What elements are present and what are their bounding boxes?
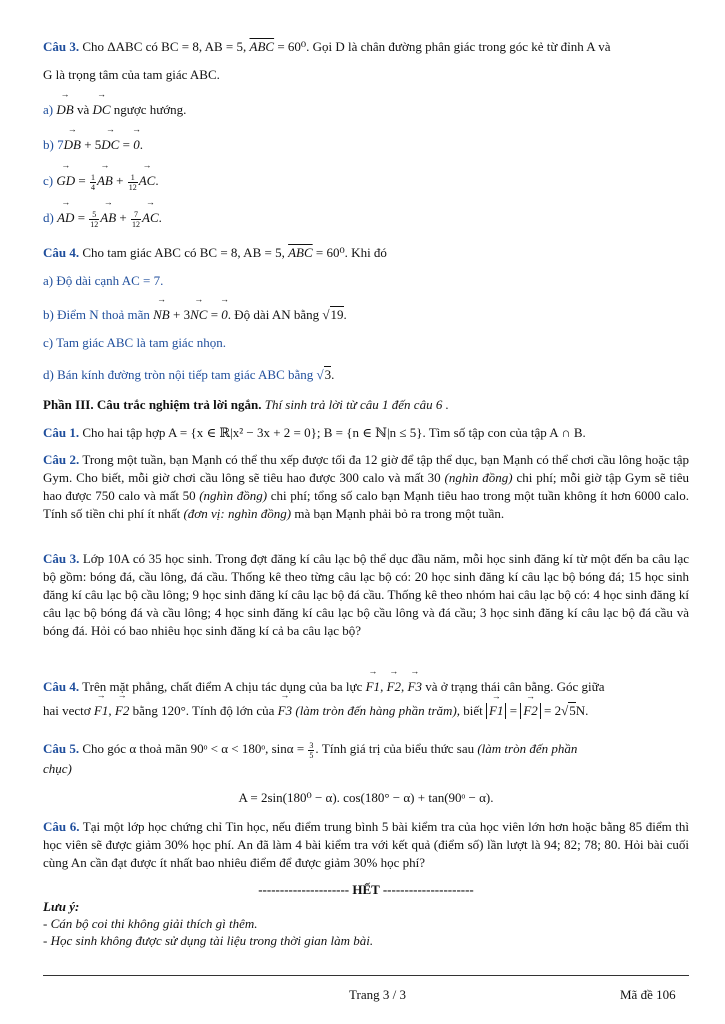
vector-symbol: → F3 <box>408 678 422 696</box>
fraction: $\frac{7}{12}$ <box>132 209 141 229</box>
vector-symbol: → GD <box>56 172 75 190</box>
page-number: Trang 3 / 3 <box>349 987 406 1002</box>
note-item: - Học sinh không được sử dụng tài liệu trong thời gian làm bài. <box>43 933 374 948</box>
question-label: Câu 2. <box>43 452 80 467</box>
magnitude <box>520 703 540 719</box>
question-label: Câu 1. <box>43 425 80 440</box>
vector-symbol: → NC <box>190 306 207 324</box>
fraction: $\frac{3}{5}$ <box>309 740 314 760</box>
q4-stem: Câu 4. Cho tam giác ABC có BC = 8, AB = 5, $\overline{ABC} = 60^0$. Khi đó <box>43 245 387 260</box>
angle-symbol: $\overline{ABC}$ <box>288 245 313 260</box>
question-label: Câu 4. <box>43 245 80 260</box>
p3-q4-line1: Câu 4. Trên mặt phẳng, chất điểm A chịu tác dụng của ba lực → F1, → F2, → F3 và ở trạng thái cân bằng. Góc giữa <box>43 678 604 696</box>
p3-q5-line1: Câu 5. Cho góc α thoả mãn 90ᵒ < α < 180ᵒ, sinα = $\frac{3}{5}$ . Tính giá trị của biểu thức sau (làm tròn đến phần <box>43 740 578 760</box>
vector-symbol: → AB <box>97 172 113 190</box>
notes-title: Lưu ý: <box>43 899 80 914</box>
fraction: $\frac{1}{4}$ <box>90 172 95 192</box>
vector-symbol: → DC <box>101 136 119 154</box>
question-label: Câu 3. <box>43 551 80 566</box>
vector-symbol: → F1 <box>489 703 503 719</box>
q3-option-b: b) 7→ DB + 5→ DC = → 0. <box>43 136 143 154</box>
q3-stem-line1: Câu 3. Cho ΔABC có BC = 8, AB = 5, $\overline{ABC} = 60^0$. Gọi D là chân đường phân giác trong góc kẻ từ đỉnh A và <box>43 39 611 54</box>
question-label: Câu 6. <box>43 819 80 834</box>
footer-divider <box>43 975 689 976</box>
vector-symbol: → AC <box>139 172 156 190</box>
p3-q1: Câu 1. Cho hai tập hợp A = {x ∈ ℝ|x² − 3x + 2 = 0}; B = {n ∈ ℕ|n ≤ 5}. Tìm số tập con của tập A ∩ B. <box>43 425 586 440</box>
vector-symbol: → F1 <box>366 678 380 696</box>
vector-symbol: → F2 <box>523 703 537 719</box>
angle-symbol: $\overline{ABC}$ <box>249 39 275 54</box>
q3-option-a: a) → DB và → DC ngược hướng. <box>43 101 186 119</box>
q3-option-c: c) → GD = $\frac{1}{4}$ → AB + $\frac{1}{12}$ → AC. <box>43 172 159 192</box>
p3-q4-line2: hai vectơ → F1, → F2 bằng 120°. Tính độ lớn của → F3 (làm tròn đến hàng phần trăm), biết → F1 = → F2 = 2√5N. <box>43 702 588 720</box>
fraction: $\frac{5}{12}$ <box>90 209 99 229</box>
end-marker: --------------------- HẾT --------------------- <box>258 882 474 897</box>
part3-header: Phần III. Câu trắc nghiệm trả lời ngắn. Thí sinh trả lời từ câu 1 đến câu 6 . <box>43 397 449 412</box>
question-label: Câu 4. <box>43 679 80 694</box>
q3-stem-line2: G là trọng tâm của tam giác ABC. <box>43 67 220 82</box>
vector-symbol: → F1 <box>94 702 108 720</box>
exam-code: Mã đề 106 <box>620 987 676 1002</box>
q4-option-b: b) Điểm N thoả mãn → NB + 3→ NC = → 0. Độ dài AN bằng √19. <box>43 306 347 324</box>
vector-symbol: → DC <box>92 101 110 119</box>
question-label: Câu 3. <box>43 39 80 54</box>
vector-symbol: → F2 <box>115 702 129 720</box>
section-title: Phần III. Câu trắc nghiệm trả lời ngắn. <box>43 397 262 412</box>
vector-symbol: → 0 <box>133 136 140 154</box>
p3-q5-formula: A = 2sin(180⁰ − α). cos(180° − α) + tan(90ᵒ − α). <box>238 790 494 805</box>
vector-symbol: → AB <box>100 209 116 227</box>
p3-q3: Câu 3. Lớp 10A có 35 học sinh. Trong đợt đăng kí câu lạc bộ thể dục đầu năm, mỗi học sinh đăng kí từ một đến ba câu lạc bộ gồm: bóng đá, cầu lông, đá cầu. Thống kê theo từng câu lạc bộ có: 20 học sinh đăng kí câu lạc bộ bóng đá; 15 học sinh đăng kí câu lạc bộ cầu lông; 9 học sinh đăng kí câu lạc bộ đá cầu. Thống kê theo nhóm hai câu lạc bộ có: 4 học sinh đăng kí câu lạc bộ bóng đá và cầu lông; 4 học sinh đăng kí câu lạc bộ cầu lông và đá cầu; 3 học sinh đăng kí câu lạc bộ đá cầu và bóng đá. Hỏi có bao nhiêu học sinh đăng kí cả ba câu lạc bộ? <box>43 551 689 638</box>
q4-option-d: d) Bán kính đường tròn nội tiếp tam giác ABC bằng √3. <box>43 367 335 382</box>
magnitude <box>486 703 506 719</box>
vector-symbol: → 0 <box>221 306 228 324</box>
vector-symbol: → DB <box>56 101 73 119</box>
q3-option-d: d) → AD = $\frac{5}{12}$ → AB + $\frac{7}{12}$ → AC. <box>43 209 162 229</box>
q4-option-c: c) Tam giác ABC là tam giác nhọn. <box>43 335 226 350</box>
vector-symbol: → F2 <box>387 678 401 696</box>
p3-q5-line2: chục) <box>43 761 72 776</box>
vector-symbol: → AC <box>142 209 159 227</box>
note-item: - Cán bộ coi thi không giải thích gì thêm. <box>43 916 258 931</box>
p3-q2: Câu 2. Trong một tuần, bạn Mạnh có thể thu xếp được tối đa 12 giờ để tập thể dục, bạn Mạnh có thể chơi cầu lông hoặc tập Gym. Cho biết, mỗi giờ chơi cầu lông sẽ tiêu hao được 300 calo và mất 30 (nghìn đồng) chi phí; mỗi giờ tập Gym sẽ tiêu hao được 750 calo và mất 50 (nghìn đồng) chi phí; tổng số calo bạn Mạnh tiêu hao trong một tuần không ít hơn 6000 calo. Tính số tiền chi phí ít nhất (đơn vị: nghìn đồng) mà bạn Mạnh phải bỏ ra trong một tuần. <box>43 452 689 521</box>
fraction: $\frac{1}{12}$ <box>128 172 137 192</box>
question-label: Câu 5. <box>43 741 80 756</box>
vector-symbol: → NB <box>153 306 170 324</box>
vector-symbol: → F3 <box>278 702 292 720</box>
vector-symbol: → DB <box>64 136 81 154</box>
q4-option-a: a) Độ dài cạnh AC = 7. <box>43 273 164 288</box>
p3-q6: Câu 6. Tại một lớp học chứng chỉ Tin học, nếu điểm trung bình 5 bài kiểm tra của học viên lớn hơn hoặc bằng 85 điểm thì học viên sẽ được giảm 30% học phí. An đã làm 4 bài kiểm tra với kết quả (điểm số) lần lượt là 94; 82; 78; 80. Hỏi bài cuối cùng An cần đạt được ít nhất bao nhiêu điểm để được giảm 30% học phí? <box>43 819 689 870</box>
vector-symbol: → AD <box>57 209 74 227</box>
